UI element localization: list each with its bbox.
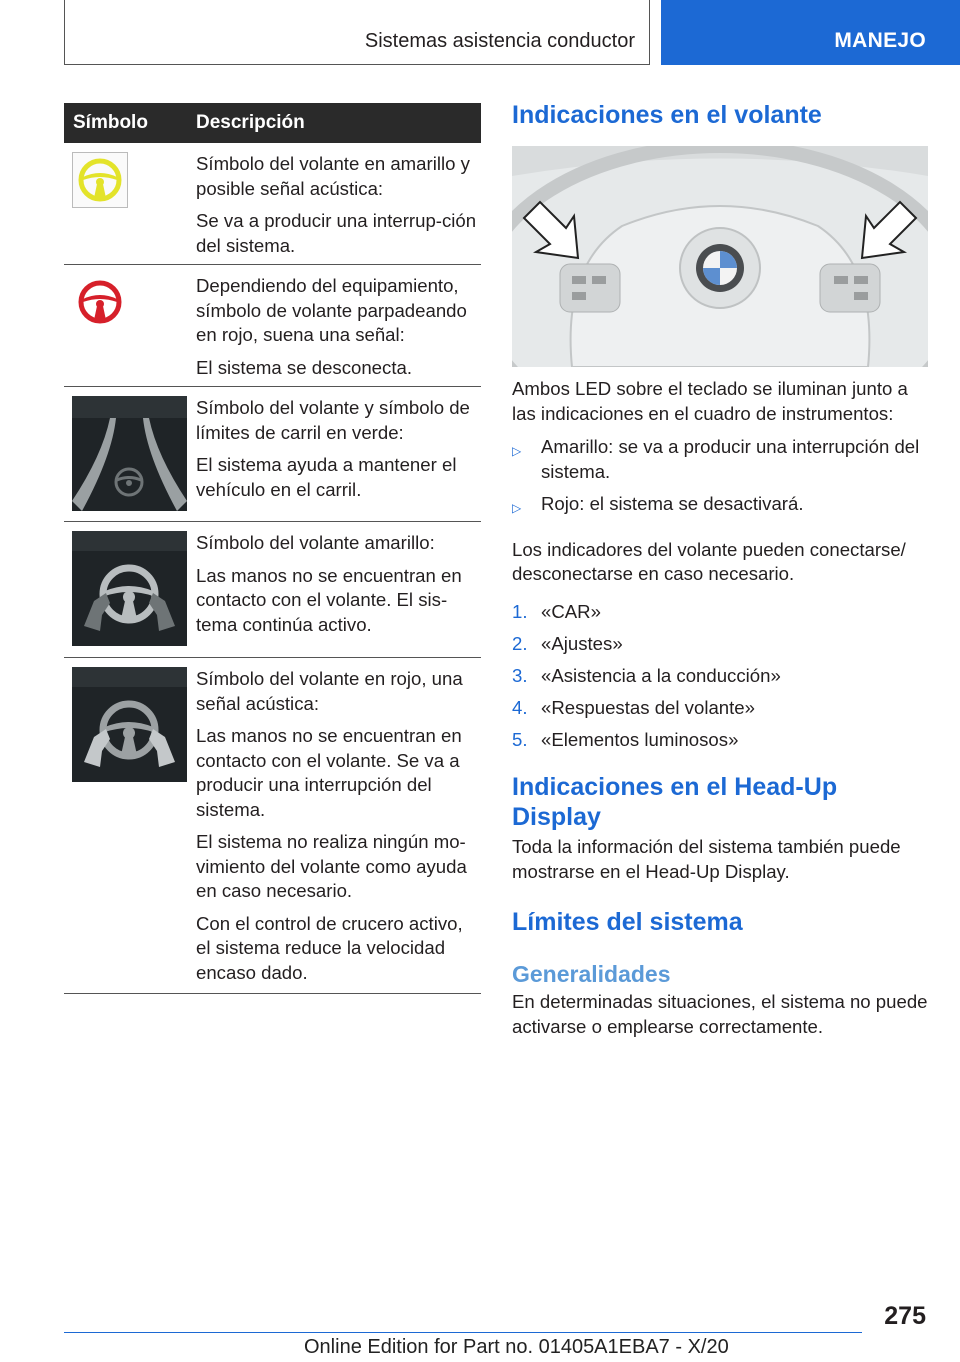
triangle-bullet-icon: ▷ [512,501,522,515]
steps-list [512,600,928,753]
list-item [512,492,928,521]
list-item: 2. «Ajustes» [512,632,623,654]
chapter-title: Sistemas asistencia conductor [364,30,635,52]
hands-off-red-icon [72,667,187,782]
table-row [64,143,481,265]
section-label: MANEJO [834,29,926,52]
col-description-header: Descripción [196,112,305,133]
row-text: Se va a producir una interrup-ción del sistema. [196,210,477,256]
lane-limits-green-icon [72,396,187,511]
table-row [64,522,481,658]
steering-wheel-red-icon [72,274,128,330]
col-symbol-header: Símbolo [73,112,148,133]
footer-divider [64,1332,862,1333]
steering-intro: Ambos LED sobre el teclado se iluminan junto a las indicaciones en el cuadro de instrumentos: [512,378,908,424]
section-tab [661,0,960,65]
steering-wheel-photo [512,146,928,367]
row-text: Símbolo del volante amarillo: [196,532,435,553]
table-row [64,658,481,994]
table-row [64,265,481,387]
row-text: Símbolo del volante en rojo, una señal acústica: [196,668,463,714]
heading-steering: Indicaciones en el volante [512,101,822,129]
row-text: El sistema ayuda a mantener el vehículo en el carril. [196,454,457,500]
table-header [64,103,481,143]
row-text: El sistema no realiza ningún mo-vimiento del volante como ayuda en caso necesario. [196,831,467,901]
row-text: Las manos no se encuentran en contacto con el volante. El sis-tema continúa activo. [196,564,462,635]
row-text: Las manos no se encuentran en contacto con el volante. Se va a producir una interrupción del sistema. [196,725,462,820]
list-item: 3. «Asistencia a la conducción» [512,664,781,686]
list-item: 5. «Elementos luminosos» [512,728,739,750]
steering-wheel-yellow-icon [72,152,128,208]
bullet-text: Amarillo: se va a producir una interrupción del sistema. [541,436,920,482]
heading-general: Generalidades [512,961,671,987]
toggle-text: Los indicadores del volante pueden conectarse/ desconectarse en caso necesario. [512,538,906,584]
header-title-box [64,0,650,65]
general-text: En determinadas situaciones, el sistema no puede activarse o emplearse correctamente. [512,991,928,1037]
page-number: 275 [884,1302,926,1330]
row-text: Símbolo del volante en amarillo y posible señal acústica: [196,153,470,199]
row-text: Dependiendo del equipamiento, símbolo de volante parpadeando en rojo, suena una señal: [196,275,467,345]
row-text: Con el control de crucero activo, el sistema reduce la velocidad encaso dado. [196,912,463,983]
hud-text: Toda la información del sistema también puede mostrarse en el Head-Up Display. [512,836,901,882]
footer-edition: Online Edition for Part no. 01405A1EBA7 - X/20 [304,1336,729,1358]
hands-off-yellow-icon [72,531,187,646]
bullet-text: Rojo: el sistema se desactivará. [541,493,804,514]
row-text: El sistema se desconecta. [196,356,412,378]
triangle-bullet-icon: ▷ [512,444,522,458]
heading-hud: Indicaciones en el Head-Up Display [512,773,838,831]
heading-limits: Límites del sistema [512,908,743,936]
symbol-table [64,103,481,994]
row-text: Símbolo del volante y símbolo de límites de carril en verde: [196,397,470,443]
list-item: 4. «Respuestas del volante» [512,696,755,718]
list-item [512,435,928,484]
list-item: 1. «CAR» [512,600,601,622]
right-column [512,100,928,1039]
table-row [64,387,481,522]
